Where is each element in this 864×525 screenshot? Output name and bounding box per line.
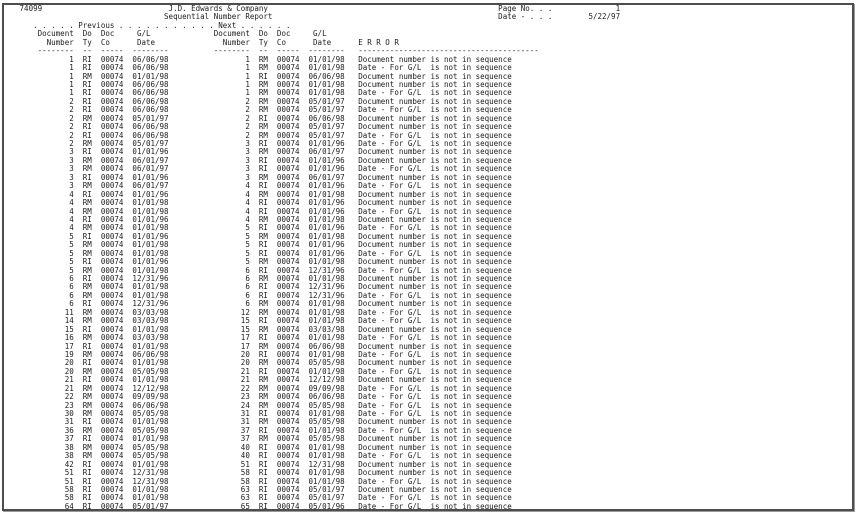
report-row: 5 RM 00074 01/01/98 5 RI 00074 01/01/96 Date - For G/L is not in sequence (6, 248, 512, 258)
report-row: 4 RI 00074 01/01/96 4 RM 00074 01/01/98 Document number is not in sequence (6, 189, 512, 199)
report-row: 15 RI 00074 01/01/98 15 RM 00074 03/03/98 Document number is not in sequence (6, 324, 512, 334)
report-row: 1 RM 00074 01/01/98 1 RI 00074 06/06/98 Document number is not in sequence (6, 71, 512, 81)
report-header-line-1: 74099 J.D. Edwards & Company Page No. . . 1 (6, 4, 621, 13)
report-row: 3 RI 00074 01/01/96 3 RM 00074 06/01/97 Document number is not in sequence (6, 172, 512, 182)
report-row: 5 RM 00074 01/01/98 5 RI 00074 01/01/96 Document number is not in sequence (6, 240, 512, 250)
report-row: 4 RI 00074 01/01/96 4 RM 00074 01/01/98 Document number is not in sequence (6, 214, 512, 224)
report-row: 37 RI 00074 01/01/98 37 RM 00074 05/05/98 Document number is not in sequence (6, 434, 512, 444)
report-row: 17 RI 00074 01/01/98 17 RM 00074 06/06/98 Document number is not in sequence (6, 341, 512, 351)
report-row: 2 RI 00074 06/06/98 2 RM 00074 05/01/97 Date - For G/L is not in sequence (6, 105, 512, 115)
report-row: 19 RM 00074 06/06/98 20 RI 00074 01/01/98 Date - For G/L is not in sequence (6, 349, 512, 359)
column-underline: -------- -- ----- -------- -------- -- ----- -------- ---------------------------------------- (6, 46, 539, 56)
report-row: 58 RI 00074 01/01/98 63 RI 00074 05/01/97 Document number is not in sequence (6, 484, 512, 494)
report-row: 5 RM 00074 01/01/98 6 RI 00074 12/31/96 Date - For G/L is not in sequence (6, 265, 512, 275)
report-row: 2 RM 00074 05/01/97 2 RI 00074 06/06/98 Document number is not in sequence (6, 113, 512, 123)
report-row: 11 RM 00074 03/03/98 12 RM 00074 01/01/98 Date - For G/L is not in sequence (6, 307, 512, 317)
report-row: 3 RM 00074 06/01/97 3 RI 00074 01/01/96 Date - For G/L is not in sequence (6, 164, 512, 174)
report-row: 38 RM 00074 05/05/98 40 RI 00074 01/01/98 Date - For G/L is not in sequence (6, 451, 512, 461)
report-row: 20 RI 00074 01/01/98 20 RM 00074 05/05/98 Document number is not in sequence (6, 358, 512, 368)
report-row: 5 RI 00074 01/01/96 5 RM 00074 01/01/98 Document number is not in sequence (6, 231, 512, 241)
report-row: 6 RI 00074 12/31/96 6 RM 00074 01/01/98 Document number is not in sequence (6, 299, 512, 309)
report-row: 4 RM 00074 01/01/98 4 RI 00074 01/01/96 Date - For G/L is not in sequence (6, 206, 512, 216)
report-row: 2 RI 00074 06/06/98 2 RM 00074 05/01/97 Document number is not in sequence (6, 96, 512, 106)
report-text (6, 5, 620, 511)
report-row: 38 RM 00074 05/05/98 40 RI 00074 01/01/98 Document number is not in sequence (6, 442, 512, 452)
report-row: 6 RI 00074 12/31/96 6 RM 00074 01/01/98 Document number is not in sequence (6, 274, 512, 283)
report-row: 42 RI 00074 01/01/98 51 RI 00074 12/31/98 Document number is not in sequence (6, 459, 512, 469)
report-row: 23 RM 00074 06/06/98 24 RM 00074 05/05/98 Date - For G/L is not in sequence (6, 400, 512, 410)
report-row: 3 RM 00074 06/01/97 3 RI 00074 01/01/96 Document number is not in sequence (6, 155, 512, 165)
report-row: 31 RI 00074 01/01/98 31 RM 00074 05/05/98 Document number is not in sequence (6, 417, 512, 427)
report-row: 51 RI 00074 12/31/98 58 RI 00074 01/01/98 Document number is not in sequence (6, 468, 512, 478)
report-row: 1 RI 00074 06/06/98 1 RM 00074 01/01/98 Date - For G/L is not in sequence (6, 63, 512, 73)
report-row: 5 RI 00074 01/01/96 5 RM 00074 01/01/98 Document number is not in sequence (6, 257, 512, 267)
report-row: 6 RM 00074 01/01/98 6 RI 00074 12/31/96 Date - For G/L is not in sequence (6, 290, 512, 300)
report-row: 1 RI 00074 06/06/98 1 RM 00074 01/01/98 Document number is not in sequence (6, 79, 512, 89)
report-row: 22 RM 00074 09/09/98 23 RM 00074 06/06/98 Date - For G/L is not in sequence (6, 392, 512, 402)
column-group-labels: . . . . . Previous . . . . . . . . . . . Next . . . . . . (6, 20, 291, 30)
report-row: 64 RI 00074 05/01/97 65 RI 00074 05/01/96 Date - For G/L is not in sequence (6, 501, 512, 511)
report-header-line-2: Sequential Number Report Date - . . . 5/22/97 (6, 12, 621, 22)
report-row: 1 RI 00074 06/06/98 1 RM 00074 01/01/98 Document number is not in sequence (6, 54, 512, 64)
report-row: 51 RI 00074 12/31/98 58 RI 00074 01/01/98 Date - For G/L is not in sequence (6, 476, 512, 486)
column-headings-row-1: Document Do Doc G/L Document Do Doc G/L (6, 29, 327, 39)
report-row: 2 RM 00074 05/01/97 3 RI 00074 01/01/96 Date - For G/L is not in sequence (6, 139, 512, 148)
report-row: 4 RM 00074 01/01/98 4 RI 00074 01/01/96 Document number is not in sequence (6, 198, 512, 208)
report-row: 2 RI 00074 06/06/98 2 RM 00074 05/01/97 Document number is not in sequence (6, 122, 512, 132)
report-row: 21 RM 00074 12/12/98 22 RM 00074 09/09/98 Date - For G/L is not in sequence (6, 383, 512, 393)
report-row: 6 RM 00074 01/01/98 6 RI 00074 12/31/96 Document number is not in sequence (6, 282, 512, 292)
column-headings-row-2: Number Ty Co Date Number Ty Co Date E R R O R (6, 37, 399, 47)
report-row: 36 RM 00074 05/05/98 37 RI 00074 01/01/98 Date - For G/L is not in sequence (6, 425, 512, 435)
report-row: 30 RM 00074 05/05/98 31 RI 00074 01/01/98 Date - For G/L is not in sequence (6, 409, 512, 418)
report-row: 3 RM 00074 06/01/97 4 RI 00074 01/01/96 Date - For G/L is not in sequence (6, 181, 512, 191)
report-row: 20 RM 00074 05/05/98 21 RI 00074 01/01/98 Date - For G/L is not in sequence (6, 366, 512, 376)
report-row: 16 RM 00074 03/03/98 17 RI 00074 01/01/98 Date - For G/L is not in sequence (6, 333, 512, 343)
report-row: 14 RM 00074 03/03/98 15 RI 00074 01/01/98 Date - For G/L is not in sequence (6, 316, 512, 326)
report-row: 2 RI 00074 06/06/98 2 RM 00074 05/01/97 Date - For G/L is not in sequence (6, 130, 512, 140)
report-row: 58 RI 00074 01/01/98 63 RI 00074 05/01/97 Date - For G/L is not in sequence (6, 493, 512, 503)
report-row: 21 RI 00074 01/01/98 21 RM 00074 12/12/98 Document number is not in sequence (6, 375, 512, 385)
report-row: 1 RI 00074 06/06/98 1 RM 00074 01/01/98 Date - For G/L is not in sequence (6, 88, 512, 98)
report-page (2, 3, 854, 511)
report-row: 4 RM 00074 01/01/98 5 RI 00074 01/01/96 Date - For G/L is not in sequence (6, 223, 512, 233)
report-row: 3 RI 00074 01/01/96 3 RM 00074 06/01/97 Document number is not in sequence (6, 147, 512, 157)
